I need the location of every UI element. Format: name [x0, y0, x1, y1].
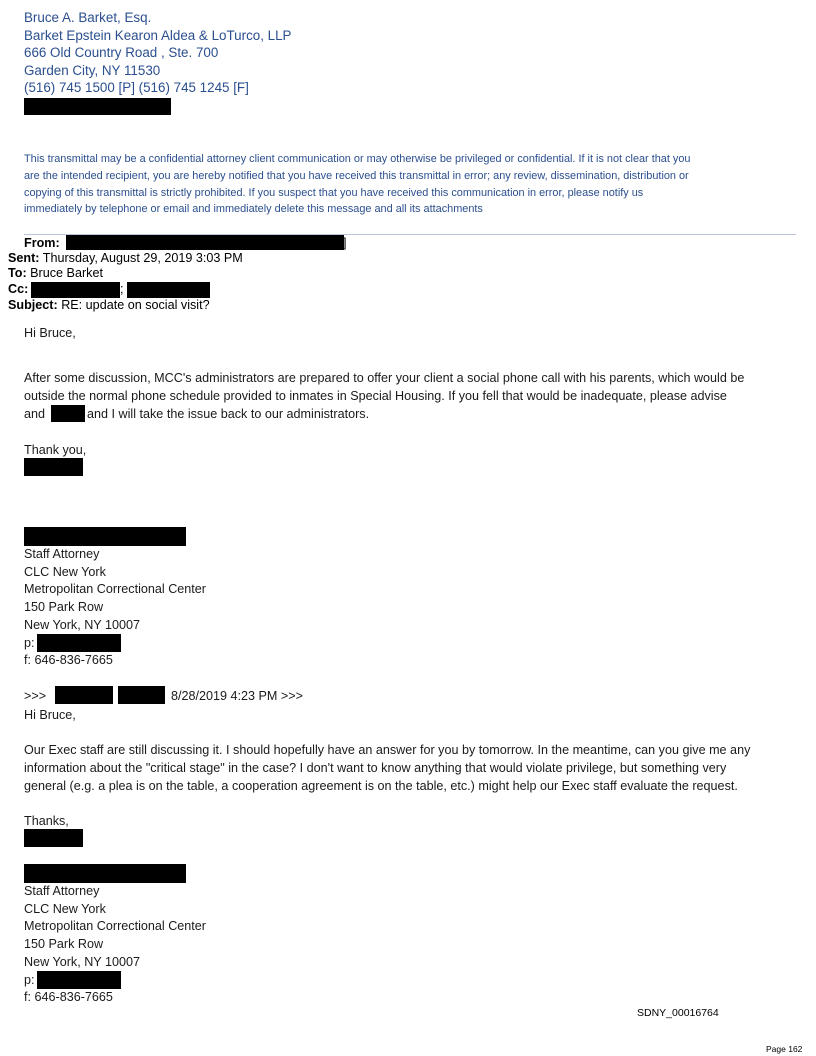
to-field — [8, 267, 103, 280]
message2-line: Our Exec staff are still discussing it. I should hopefully have an answer for you by tomorrow. In the meantime, can you give me any — [24, 743, 751, 757]
signature1-facility: Metropolitan Correctional Center — [24, 582, 206, 596]
quoted-timestamp: 8/28/2019 4:23 PM >>> — [171, 689, 303, 703]
redaction-attorney-name-2 — [24, 864, 186, 883]
confidentiality-disclaimer — [24, 151, 794, 218]
redaction-quoted-name-1 — [55, 686, 113, 704]
sender-name: Bruce A. Barket, Esq. — [24, 10, 152, 25]
sender-phones: (516) 745 1500 [P] (516) 745 1245 [F] — [24, 80, 249, 96]
redaction-sender-email — [24, 98, 171, 115]
cc-separator: ; — [120, 282, 124, 296]
subject-label: Subject: — [8, 298, 58, 312]
sent-value: Thursday, August 29, 2019 3:03 PM — [42, 251, 243, 265]
redaction-from — [66, 235, 344, 250]
subject-field — [8, 299, 210, 312]
sender-address-line2: Garden City, NY 11530 — [24, 62, 161, 78]
disclaimer-line: copying of this transmittal is strictly prohibited. If you suspect that you have received this communication in error, please notify us — [24, 186, 644, 199]
sent-field — [8, 252, 243, 265]
sent-label: Sent: — [8, 251, 40, 265]
message2-line: general (e.g. a plea is on the table, a cooperation agreement is on the table, etc.) might help our Exec staff evaluate the request. — [24, 779, 738, 793]
disclaimer-line: immediately by telephone or email and immediately delete this message and all its attachments — [24, 203, 483, 216]
message2-greeting: Hi Bruce, — [24, 708, 76, 722]
signature2-city: New York, NY 10007 — [24, 955, 140, 969]
page-number: Page 162 — [766, 1044, 803, 1054]
signature1-street: 150 Park Row — [24, 600, 104, 614]
redaction-phone-2 — [37, 971, 121, 989]
signature1-city: New York, NY 10007 — [24, 618, 140, 632]
disclaimer-line: This transmittal may be a confidential attorney client communication or may otherwise be privileged or confidential. If it is not clear that you — [24, 153, 691, 165]
message2-closing: Thanks, — [24, 814, 69, 828]
redaction-cc-2 — [127, 282, 210, 298]
signature2-facility: Metropolitan Correctional Center — [24, 919, 206, 933]
redaction-phone-1 — [37, 634, 121, 652]
redaction-quoted-name-2 — [118, 686, 165, 704]
from-tail: ] — [343, 236, 347, 250]
signature2-street: 150 Park Row — [24, 937, 104, 951]
redaction-signoff-name — [24, 458, 83, 476]
redaction-attorney-name — [24, 527, 186, 546]
message1-greeting: Hi Bruce, — [24, 326, 76, 340]
message1-line3-end: and I will take the issue back to our administrators. — [87, 407, 370, 421]
sender-address-line1: 666 Old Country Road , Ste. 700 — [24, 45, 219, 61]
signature2-title: Staff Attorney — [24, 884, 100, 898]
message1-line3-start: and — [24, 407, 46, 421]
message1-line-3 — [24, 405, 744, 423]
message1-line: outside the normal phone schedule provided to inmates in Special Housing. If you fell that would be inadequate, please advise — [24, 389, 727, 403]
signature2-fax: f: 646-836-7665 — [24, 990, 113, 1004]
subject-value: RE: update on social visit? — [61, 298, 210, 312]
disclaimer-line: are the intended recipient, you are hereby notified that you have received this transmittal in error; any review, dissemination, distribution or — [24, 169, 689, 182]
signature2-phone-label: p: — [24, 973, 35, 987]
bates-number: SDNY_00016764 — [637, 1007, 719, 1019]
to-value: Bruce Barket — [30, 266, 103, 280]
signature1-fax: f: 646-836-7665 — [24, 653, 113, 667]
message2-paragraph — [24, 741, 750, 795]
from-field — [24, 237, 60, 250]
sender-firm: Barket Epstein Kearon Aldea & LoTurco, LLP — [24, 27, 292, 43]
cc-label: Cc: — [8, 282, 29, 296]
sender-signature — [24, 9, 291, 97]
quoted-prefix: >>> — [24, 689, 47, 703]
cc-field — [8, 283, 28, 296]
redaction-signoff-name-2 — [24, 829, 83, 847]
message1-paragraph — [24, 369, 744, 423]
message1-closing: Thank you, — [24, 443, 87, 457]
redaction-name-inline — [51, 405, 85, 422]
signature1-title: Staff Attorney — [24, 547, 100, 561]
from-label: From: — [24, 236, 60, 250]
signature1-phone-label: p: — [24, 636, 35, 650]
message1-line: After some discussion, MCC's administrators are prepared to offer your client a social phone call with his parents, which would be — [24, 371, 745, 385]
redaction-cc-1 — [31, 282, 120, 298]
to-label: To: — [8, 266, 27, 280]
message2-line: information about the "critical stage" in the case? I don't want to know anything that would violate privilege, but something very — [24, 761, 727, 775]
signature1-office: CLC New York — [24, 565, 106, 579]
signature2-office: CLC New York — [24, 902, 106, 916]
